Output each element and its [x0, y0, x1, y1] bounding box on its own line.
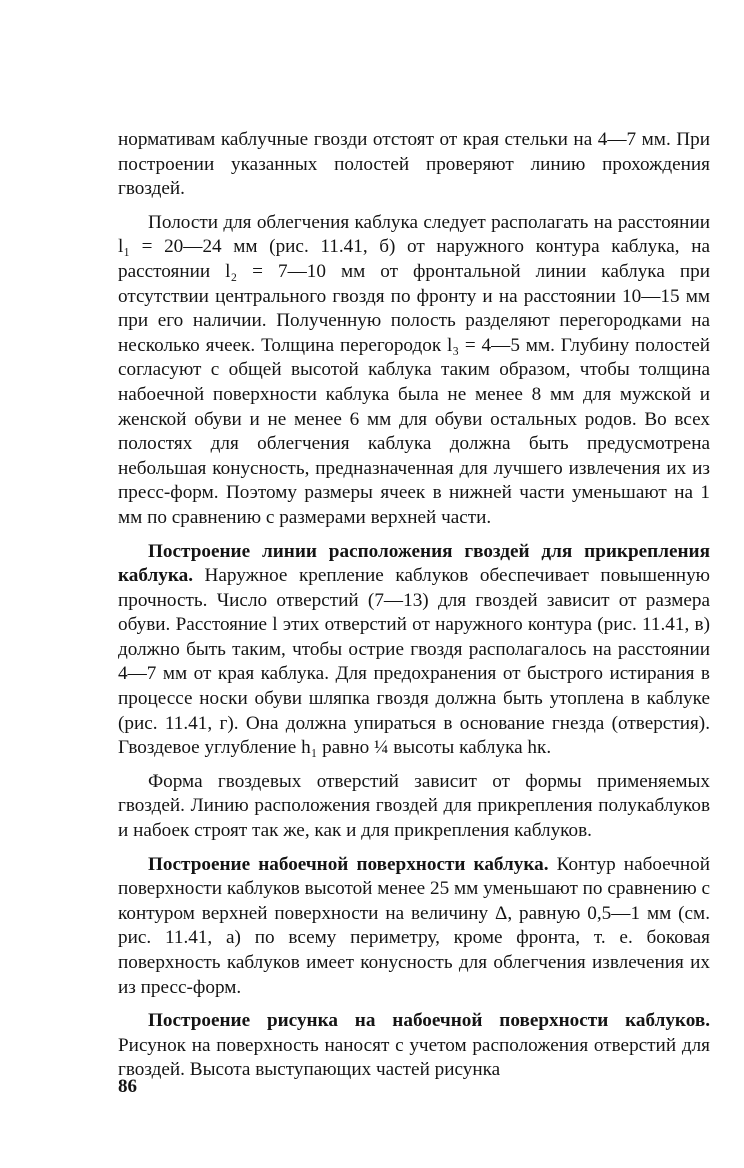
paragraph-heel-cavities [118, 211, 710, 531]
paragraph-text: Рисунок на поверхность наносят с учетом расположения отверстий для гвоздей. Высота выступающих частей рисунка [118, 1034, 710, 1081]
paragraph-text: Наружное крепление каблуков обеспечивает повышенную прочность. Число отверстий (7—13) для гвоздей зависит от размера обуви. Расстояние l этих отверстий от наружного контура (рис. 11.41, в) должно быть таким, чтобы острие гвоздя располагалось на расстоянии 4—7 мм от края каблука. Для предохранения от быстрого истирания в процессе носки обуви шляпка гвоздя должна быть утоплена в каблуке (рис. 11.41, г). Она должна упираться в основание гнезда (отверстия). Гвоздевое углубление h₁ равно ¼ высоты каблука hк. [118, 565, 710, 759]
paragraph-top-piece-pattern [118, 1009, 710, 1083]
book-page [118, 128, 710, 1083]
paragraph-heading: Построение линии расположения гвоздей для прикрепления каблука. [118, 540, 710, 587]
paragraph-text: Полости для облегчения каблука следует располагать на расстоянии l₁ = 20—24 мм (рис. 11.41, б) от наружного контура каблука, на расстоянии l₂ = 7—10 мм от фронтальной линии каблука при отсутствии центрального гвоздя по фронту и на расстоянии 10—15 мм при его наличии. Полученную полость разделяют перегородками на несколько ячеек. Толщина перегородок l₃ = 4—5 мм. Глубину полостей согласуют с общей высотой каблука таким образом, чтобы толщина набоечной поверхности каблука была не менее 8 мм для мужской и женской обуви и не менее 6 мм для обуви остальных родов. Во всех полостях для облегчения каблука должна быть предусмотрена небольшая конусность, предназначенная для лучшего извлечения их из пресс-форм. Поэтому размеры ячеек в нижней части уменьшают на 1 мм по сравнению с размерами верхней части. [118, 211, 710, 528]
paragraph-continuation [118, 128, 710, 202]
paragraph-text: Контур набоечной поверхности каблуков высотой менее 25 мм уменьшают по сравнению с контуром верхней поверхности на величину Δ, равную 0,5—1 мм (см. рис. 11.41, а) по всему периметру, кроме фронта, т. е. боковая поверхность каблуков имеет конусность для облегчения извлечения их из пресс-форм. [118, 853, 710, 998]
paragraph-text: нормативам каблучные гвозди отстоят от края стельки на 4—7 мм. При построении указанных полостей проверяют линию прохождения гвоздей. [118, 129, 710, 200]
paragraph-text: Форма гвоздевых отверстий зависит от формы применяемых гвоздей. Линию расположения гвоздей для прикрепления полукаблуков и набоек строят так же, как и для прикрепления каблуков. [118, 770, 710, 842]
paragraph-nail-holes [118, 770, 710, 844]
paragraph-heading: Построение набоечной поверхности каблука. [148, 853, 549, 875]
paragraph-heading: Построение рисунка на набоечной поверхности каблуков. [148, 1010, 710, 1032]
paragraph-top-piece-surface [118, 853, 710, 1001]
page-number: 86 [118, 1076, 137, 1097]
paragraph-nail-line [118, 540, 710, 761]
